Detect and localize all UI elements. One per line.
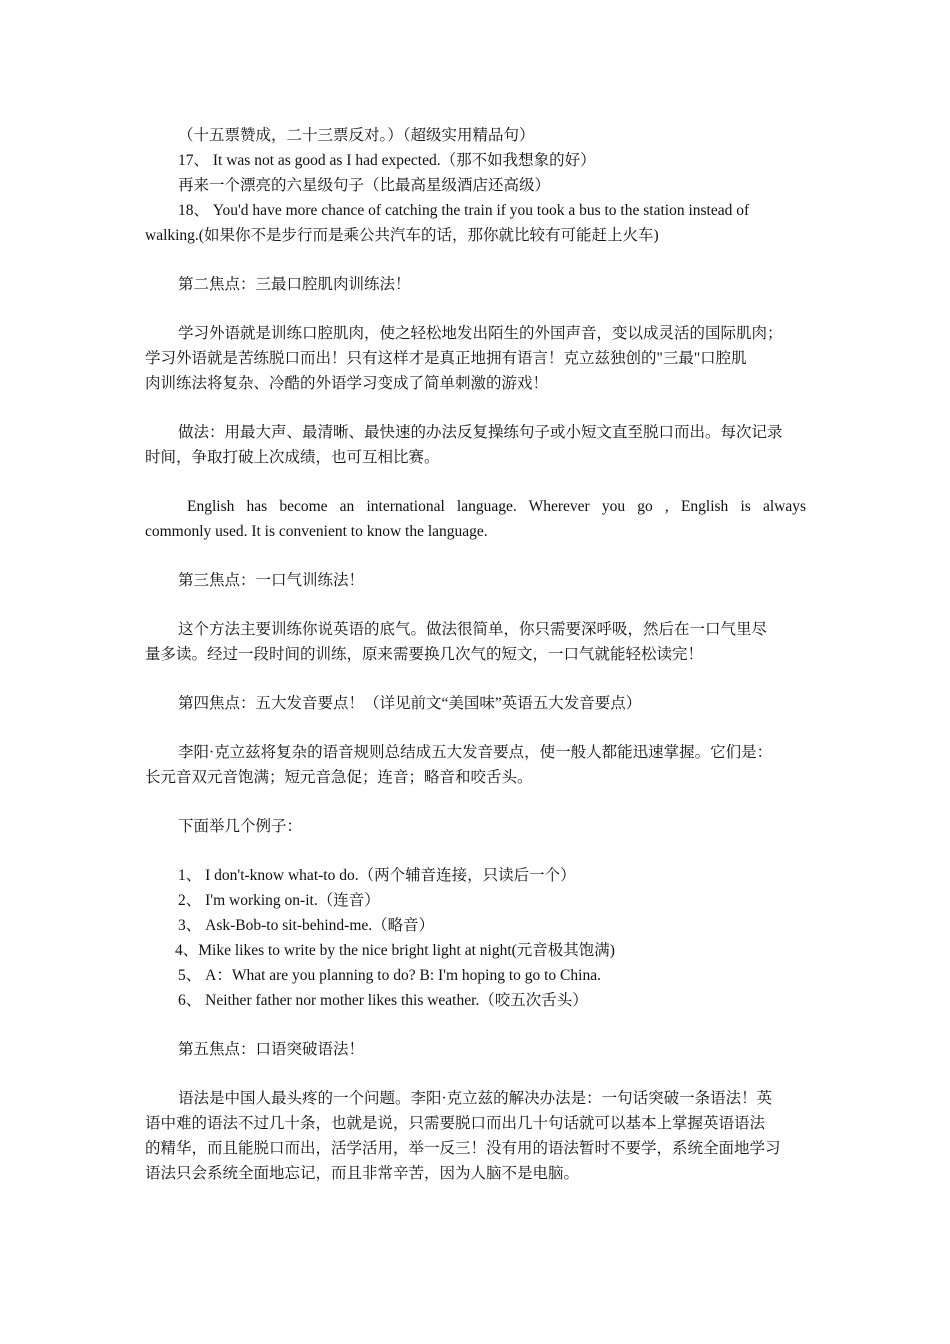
paragraph-line: 时间，争取打破上次成绩，也可互相比赛。	[145, 449, 440, 466]
section-heading-focus-4: 第四焦点：五大发音要点！（详见前文“美国味”英语五大发音要点）	[178, 695, 642, 712]
list-item: 4、Mike likes to write by the nice bright light at night(元音极其饱满)	[175, 942, 615, 959]
paragraph-line: 语中难的语法不过几十条，也就是说，只需要脱口而出几十句话就可以基本上掌握英语语法	[145, 1115, 766, 1132]
section-heading-focus-3: 第三焦点：一口气训练法！	[178, 572, 365, 589]
list-item: 6、 Neither father nor mother likes this weather.（咬五次舌头）	[178, 992, 588, 1009]
paragraph-line: commonly used. It is convenient to know the language.	[145, 523, 488, 540]
paragraph-line: 量多读。经过一段时间的训练，原来需要换几次气的短文，一口气就能轻松读完！	[145, 646, 704, 663]
paragraph	[145, 321, 806, 396]
section-heading-focus-5: 第五焦点：口语突破语法！	[178, 1041, 365, 1058]
paragraph-line: English has become an international language. Wherever you go , English is always	[187, 498, 806, 515]
list-item: 2、 I'm working on-it.（连音）	[178, 892, 380, 909]
paragraph-line: 语法是中国人最头疼的一个问题。李阳·克立兹的解决办法是：一句话突破一条语法！英	[178, 1090, 773, 1107]
examples-list	[145, 863, 806, 1013]
paragraph-line: 做法：用最大声、最清晰、最快速的办法反复操练句子或小短文直至脱口而出。每次记录	[178, 424, 783, 441]
paragraph-line: 肉训练法将复杂、冷酷的外语学习变成了简单刺激的游戏！	[145, 375, 549, 392]
paragraph	[145, 617, 806, 667]
text-line: （十五票赞成，二十三票反对。）（超级实用精品句）	[178, 127, 535, 144]
list-item: 5、 A：What are you planning to do? B: I'm hoping to go to China.	[178, 967, 601, 984]
examples-intro: 下面举几个例子：	[178, 818, 303, 835]
paragraph	[145, 740, 806, 790]
paragraph-line: 这个方法主要训练你说英语的底气。做法很简单，你只需要深呼吸，然后在一口气里尽	[178, 621, 768, 638]
paragraph-line: 李阳·克立兹将复杂的语音规则总结成五大发音要点，使一般人都能迅速掌握。它们是：	[178, 744, 773, 761]
text-line: 再来一个漂亮的六星级句子（比最高星级酒店还高级）	[178, 177, 551, 194]
paragraph-line: 学习外语就是训练口腔肌肉，使之轻松地发出陌生的外国声音，变以成灵活的国际肌肉；	[178, 325, 783, 342]
paragraph	[145, 1086, 806, 1186]
section-heading-focus-2: 第二焦点：三最口腔肌肉训练法！	[178, 276, 411, 293]
list-item: 3、 Ask-Bob-to sit-behind-me.（略音）	[178, 917, 435, 934]
paragraph-line: 的精华，而且能脱口而出，活学活用，举一反三！没有用的语法暂时不要学，系统全面地学习	[145, 1140, 781, 1157]
example-sentence: 18、 You'd have more chance of catching the train if you took a bus to the station instead of	[178, 202, 750, 219]
paragraph-line: 语法只会系统全面地忘记，而且非常辛苦，因为人脑不是电脑。	[145, 1165, 580, 1182]
paragraph-line: 长元音双元音饱满；短元音急促；连音；略音和咬舌头。	[145, 769, 533, 786]
example-sentence-continued: walking.(如果你不是步行而是乘公共汽车的话，那你就比较有可能赶上火车)	[145, 227, 659, 244]
document-body	[145, 123, 806, 1186]
english-paragraph	[145, 494, 806, 544]
paragraph	[145, 420, 806, 470]
example-sentence: 17、 It was not as good as I had expected.（那不如我想象的好）	[178, 152, 596, 169]
paragraph-line: 学习外语就是苦练脱口而出！只有这样才是真正地拥有语言！克立兹独创的"三最"口腔肌	[145, 350, 747, 367]
list-item: 1、 I don't-know what-to do.（两个辅音连接，只读后一个）	[178, 867, 576, 884]
